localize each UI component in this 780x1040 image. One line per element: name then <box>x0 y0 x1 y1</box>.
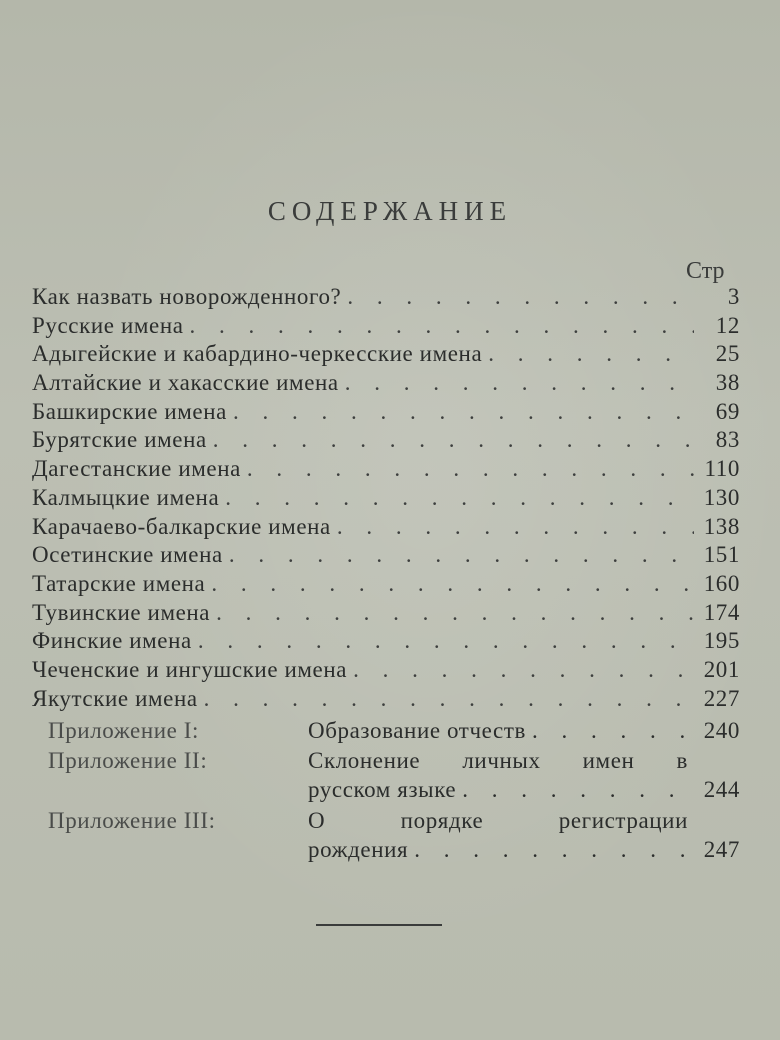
dot-leader <box>347 284 694 310</box>
toc-entry-label: Карачаево-балкарские имена <box>32 513 331 539</box>
toc-entry-label: Якутские имена <box>32 685 198 711</box>
toc-entry <box>32 399 740 428</box>
toc-entry-page: 12 <box>715 312 740 338</box>
toc-entry <box>32 571 740 600</box>
dot-leader <box>229 542 694 568</box>
dot-leader <box>204 686 694 712</box>
appendix-text: О порядке регистрации <box>308 808 688 833</box>
dot-leader <box>213 427 694 453</box>
toc-entry <box>32 370 740 399</box>
toc-entry-label: Алтайские и хакасские имена <box>32 370 339 396</box>
dot-leader <box>532 718 694 744</box>
dot-leader <box>337 514 694 540</box>
toc-entry <box>32 628 740 657</box>
appendix-text: русском языке <box>308 776 457 802</box>
toc-entry-page: 83 <box>715 427 740 453</box>
appendix-label: Приложение II: <box>48 748 208 773</box>
toc-entry-page: 195 <box>703 628 740 654</box>
appendix-text: Склонение личных имен в <box>308 748 688 773</box>
toc-entry <box>32 542 740 571</box>
dot-leader <box>225 485 694 511</box>
appendix-page: 244 <box>703 776 740 802</box>
toc-entry-label: Татарские имена <box>32 570 206 596</box>
toc-entry-page: 69 <box>715 398 740 424</box>
toc-entry-page: 227 <box>703 685 740 711</box>
toc-entry-page: 201 <box>703 656 740 682</box>
dot-leader <box>190 313 694 339</box>
toc-entry-page: 160 <box>703 570 740 596</box>
appendix-line <box>308 808 740 837</box>
dot-leader <box>353 657 694 683</box>
toc-entry-page: 174 <box>703 599 740 625</box>
toc-entry-label: Русские имена <box>32 312 184 338</box>
dot-leader <box>488 341 694 367</box>
toc-entry <box>32 485 740 514</box>
toc-entry-label: Адыгейские и кабардино-черкесские имена <box>32 341 483 367</box>
toc-entry-label: Финские имена <box>32 628 192 654</box>
toc-entry <box>32 456 740 485</box>
table-of-contents <box>32 284 740 714</box>
toc-entry <box>32 341 740 370</box>
dot-leader <box>414 837 694 863</box>
toc-entry-label: Калмыцкие имена <box>32 484 220 510</box>
toc-entry-page: 110 <box>704 456 740 482</box>
toc-entry <box>32 284 740 313</box>
toc-entry-page: 25 <box>715 341 740 367</box>
appendix-body <box>308 748 740 805</box>
appendix-line <box>308 718 740 747</box>
toc-entry-page: 130 <box>703 484 740 510</box>
appendix-text: рождения <box>308 836 409 862</box>
page-title: СОДЕРЖАНИЕ <box>267 196 513 226</box>
horizontal-rule <box>316 924 442 926</box>
toc-entry <box>32 686 740 715</box>
toc-entry-label: Бурятские имена <box>32 427 207 453</box>
toc-entry <box>32 657 740 686</box>
toc-entry-label: Как назвать новорожденного? <box>32 284 342 309</box>
dot-leader <box>198 628 694 654</box>
appendix-body <box>308 718 740 747</box>
toc-entry <box>32 427 740 456</box>
appendix-page: 240 <box>703 718 740 743</box>
toc-entry-page: 138 <box>703 513 740 539</box>
toc-entry-label: Башкирские имена <box>32 398 227 424</box>
appendix-page: 247 <box>703 836 740 862</box>
appendix-body <box>308 808 740 865</box>
toc-entry-label: Чеченские и ингушские имена <box>32 656 348 682</box>
page-column-header: Стр <box>686 258 725 284</box>
toc-entry <box>32 313 740 342</box>
toc-entry-page: 151 <box>703 542 740 568</box>
toc-entry-label: Осетинские имена <box>32 542 223 568</box>
dot-leader <box>247 456 694 482</box>
toc-entry-label: Тувинские имена <box>32 599 211 625</box>
toc-entry-page: 3 <box>727 284 740 309</box>
appendix-text: Образование отчеств <box>308 718 526 743</box>
dot-leader <box>211 571 694 597</box>
appendix-line <box>308 777 740 806</box>
appendix-label: Приложение I: <box>48 718 200 743</box>
dot-leader <box>462 777 694 803</box>
appendix-line <box>308 748 740 777</box>
toc-entry <box>32 600 740 629</box>
toc-entry-label: Дагестанские имена <box>32 456 241 482</box>
toc-entry-page: 38 <box>715 370 740 396</box>
dot-leader <box>216 600 694 626</box>
toc-entry <box>32 514 740 543</box>
dot-leader <box>345 370 694 396</box>
appendix-label: Приложение III: <box>48 808 216 833</box>
appendix-line <box>308 837 740 866</box>
dot-leader <box>233 399 694 425</box>
